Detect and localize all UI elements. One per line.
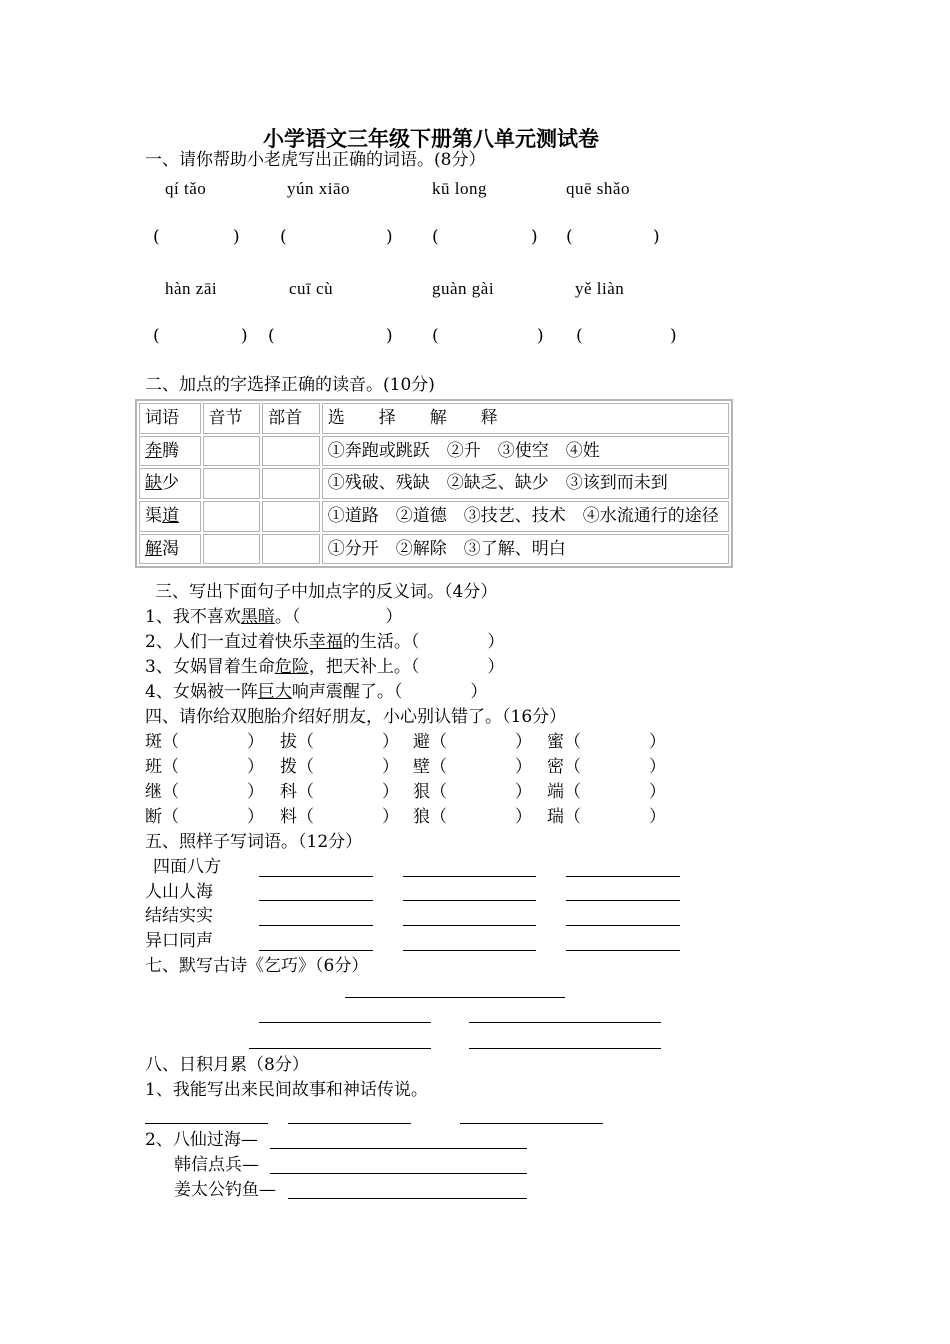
answer-line[interactable] (288, 1123, 411, 1124)
twin-char: 蜜（ ） (547, 732, 666, 752)
twin-char: 拔（ ） (280, 732, 399, 752)
answer-line[interactable] (566, 925, 680, 926)
answer-line[interactable] (145, 1123, 268, 1124)
syllable-cell[interactable] (203, 501, 261, 532)
section-1-heading: 一、请你帮助小老虎写出正确的词语。(8分） (145, 150, 486, 170)
answer-paren-close: ) (241, 326, 248, 346)
pinyin-3: kū long (432, 179, 487, 198)
poem-line[interactable] (469, 1048, 661, 1049)
pinyin-2: yún xiāo (287, 179, 351, 198)
twin-char: 科（ ） (280, 782, 399, 802)
answer-line[interactable] (403, 925, 536, 926)
pinyin-6: cuī cù (289, 279, 334, 298)
table-row (139, 501, 729, 532)
explanation-cell: ①道路 ②道德 ③技艺、技术 ④水流通行的途径 (322, 501, 729, 532)
poem-line[interactable] (259, 1022, 431, 1023)
answer-line[interactable] (403, 950, 536, 951)
answer-line[interactable] (566, 950, 680, 951)
answer-paren-close: ) (670, 326, 677, 346)
sentence-item: 3、女娲冒着生命危险，把天补上。（ ） (145, 657, 505, 677)
twin-char: 端（ ） (547, 782, 666, 802)
answer-paren-open: ( (432, 326, 439, 346)
dotted-char: 解 (145, 538, 162, 559)
syllable-cell[interactable] (203, 534, 261, 565)
pinyin-7: guàn gài (432, 279, 495, 298)
sentence-item: 2、人们一直过着快乐幸福的生活。（ ） (145, 632, 505, 652)
sentence-item: 4、女娲被一阵巨大响声震醒了。（ ） (145, 682, 488, 702)
twin-char: 料（ ） (280, 807, 399, 827)
sentence-item: 1、我不喜欢黑暗。（ ） (145, 607, 403, 627)
answer-line[interactable] (566, 876, 680, 877)
section-3-heading: 三、写出下面句子中加点字的反义词。（4分） (155, 582, 498, 602)
example-word: 结结实实 (145, 906, 213, 926)
answer-paren-open: ( (153, 326, 160, 346)
syllable-cell[interactable] (203, 468, 261, 499)
twin-char: 斑（ ） (145, 732, 264, 752)
answer-paren-open: ( (153, 227, 160, 247)
answer-paren-open: ( (566, 227, 573, 247)
question-2: 2、八仙过海— (145, 1130, 258, 1150)
table-row (139, 436, 729, 467)
dotted-char: 奔 (145, 440, 162, 461)
answer-paren-open: ( (432, 227, 439, 247)
twin-char: 继（ ） (145, 782, 264, 802)
answer-line[interactable] (403, 876, 536, 877)
answer-line[interactable] (259, 925, 373, 926)
answer-paren-open: ( (280, 227, 287, 247)
answer-paren-open: ( (576, 326, 583, 346)
word-cell: 缺少 (139, 468, 201, 499)
section-8-heading: 八、日积月累（8分） (145, 1055, 309, 1075)
pinyin-8: yě liàn (575, 279, 625, 298)
answer-line[interactable] (288, 1198, 527, 1199)
question-1: 1、我能写出来民间故事和神话传说。 (145, 1080, 428, 1100)
question-2c: 姜太公钓鱼— (174, 1180, 276, 1200)
twin-char: 拨（ ） (280, 757, 399, 777)
syllable-cell[interactable] (203, 436, 261, 467)
radical-cell[interactable] (262, 501, 320, 532)
poem-line[interactable] (469, 1022, 661, 1023)
poem-line[interactable] (249, 1048, 431, 1049)
twin-char: 狼（ ） (413, 807, 532, 827)
example-word: 异口同声 (145, 931, 213, 951)
radical-cell[interactable] (262, 534, 320, 565)
pinyin-4: quē shǎo (566, 179, 630, 198)
dotted-char: 缺 (145, 473, 162, 494)
answer-line[interactable] (270, 1148, 527, 1149)
table-row (139, 468, 729, 499)
section-5-heading: 五、照样子写词语。（12分） (145, 832, 363, 852)
explanation-cell: ①奔跑或跳跃 ②升 ③使空 ④姓 (322, 436, 729, 467)
twin-char: 班（ ） (145, 757, 264, 777)
example-word: 人山人海 (145, 882, 213, 902)
answer-paren-open: ( (268, 326, 275, 346)
radical-cell[interactable] (262, 436, 320, 467)
section-2-heading: 二、加点的字选择正确的读音。(10分) (145, 375, 435, 395)
answer-line[interactable] (460, 1123, 603, 1124)
table-header: 部首 (262, 403, 320, 434)
dotted-char: 道 (162, 505, 179, 526)
word-cell: 解渴 (139, 534, 201, 565)
section-7-heading: 七、默写古诗《乞巧》（6分） (145, 956, 369, 976)
page-title: 小学语文三年级下册第八单元测试卷 (263, 126, 599, 151)
reading-table (135, 399, 733, 568)
word-cell: 渠道 (139, 501, 201, 532)
table-header: 词语 (139, 403, 201, 434)
poem-title-line[interactable] (345, 997, 565, 998)
answer-line[interactable] (566, 900, 680, 901)
answer-line[interactable] (259, 900, 373, 901)
answer-line[interactable] (259, 876, 373, 877)
question-2b: 韩信点兵— (174, 1155, 259, 1175)
answer-paren-close: ) (386, 326, 393, 346)
answer-paren-close: ) (531, 227, 538, 247)
twin-char: 避（ ） (413, 732, 532, 752)
table-header: 选 择 解 释 (322, 403, 729, 434)
answer-paren-close: ) (537, 326, 544, 346)
word-cell: 奔腾 (139, 436, 201, 467)
answer-paren-close: ) (653, 227, 660, 247)
explanation-cell: ①分开 ②解除 ③了解、明白 (322, 534, 729, 565)
answer-paren-close: ) (386, 227, 393, 247)
pinyin-1: qí tǎo (165, 179, 207, 198)
table-header: 音节 (203, 403, 261, 434)
answer-paren-close: ) (233, 227, 240, 247)
twin-char: 断（ ） (145, 807, 264, 827)
twin-char: 瑞（ ） (547, 807, 666, 827)
explanation-cell: ①残破、残缺 ②缺乏、缺少 ③该到而未到 (322, 468, 729, 499)
answer-line[interactable] (270, 1173, 527, 1174)
answer-line[interactable] (403, 900, 536, 901)
twin-char: 密（ ） (547, 757, 666, 777)
table-header-row (139, 403, 729, 434)
twin-char: 壁（ ） (413, 757, 532, 777)
twin-char: 狠（ ） (413, 782, 532, 802)
radical-cell[interactable] (262, 468, 320, 499)
example-word: 四面八方 (153, 857, 221, 877)
answer-line[interactable] (259, 950, 373, 951)
table-row (139, 534, 729, 565)
section-4-heading: 四、请你给双胞胎介绍好朋友，小心别认错了。（16分） (145, 707, 567, 727)
pinyin-5: hàn zāi (165, 279, 218, 298)
